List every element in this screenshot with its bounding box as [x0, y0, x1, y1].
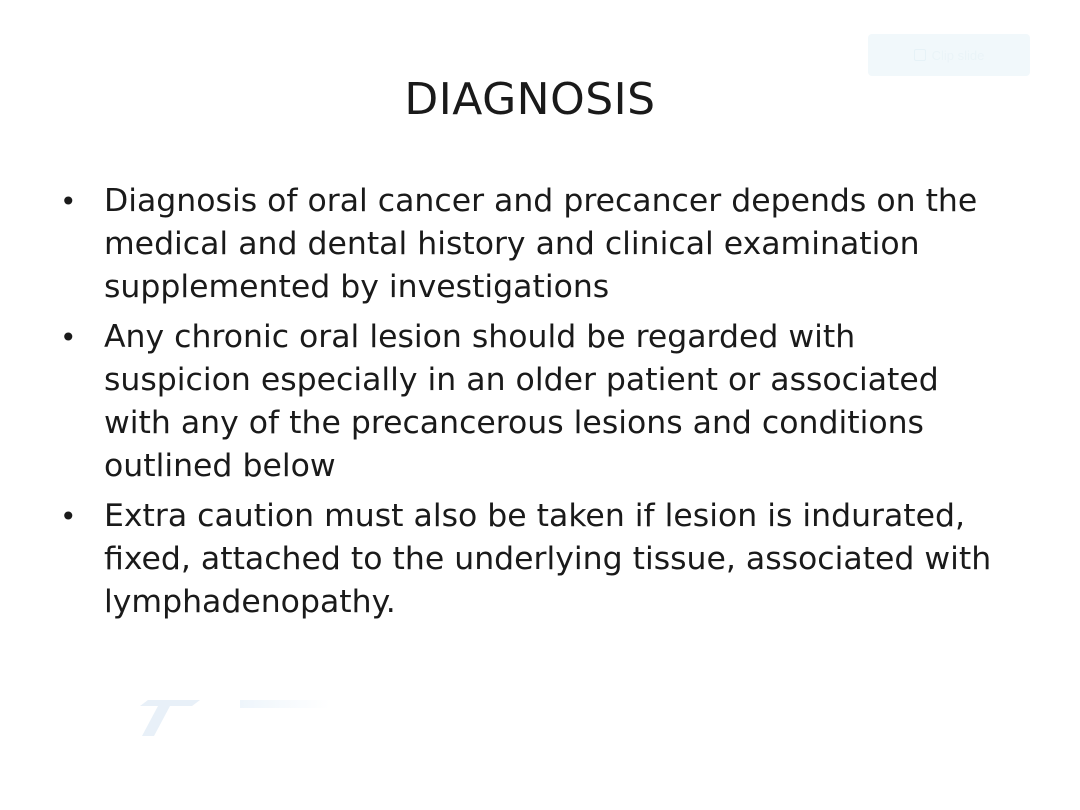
- bullet-dot-icon: •: [60, 185, 77, 218]
- clip-icon: [914, 49, 926, 61]
- slide-title: DIAGNOSIS: [404, 74, 656, 125]
- bullet-dot-icon: •: [60, 500, 77, 533]
- bullet-list: [56, 180, 996, 631]
- bullet-text: Diagnosis of oral cancer and precancer depends on the medical and dental history and clinical examination supplemented by investigations: [104, 183, 978, 305]
- bullet-text: Any chronic oral lesion should be regarded with suspicion especially in an older patient or associated with any of the precancerous lesions and conditions outlined below: [104, 319, 939, 484]
- clip-slide-label: Clip slide: [931, 47, 985, 63]
- bullet-text: Extra caution must also be taken if lesion is indurated, fixed, attached to the underlying tissue, associated with lymphadenopathy.: [104, 498, 992, 620]
- bullet-item: [56, 316, 996, 488]
- bullet-item: [56, 180, 996, 309]
- bullet-dot-icon: •: [60, 321, 77, 354]
- watermark-logo-icon: [140, 700, 200, 736]
- watermark-stripe: [240, 700, 330, 708]
- bullet-item: [56, 495, 996, 624]
